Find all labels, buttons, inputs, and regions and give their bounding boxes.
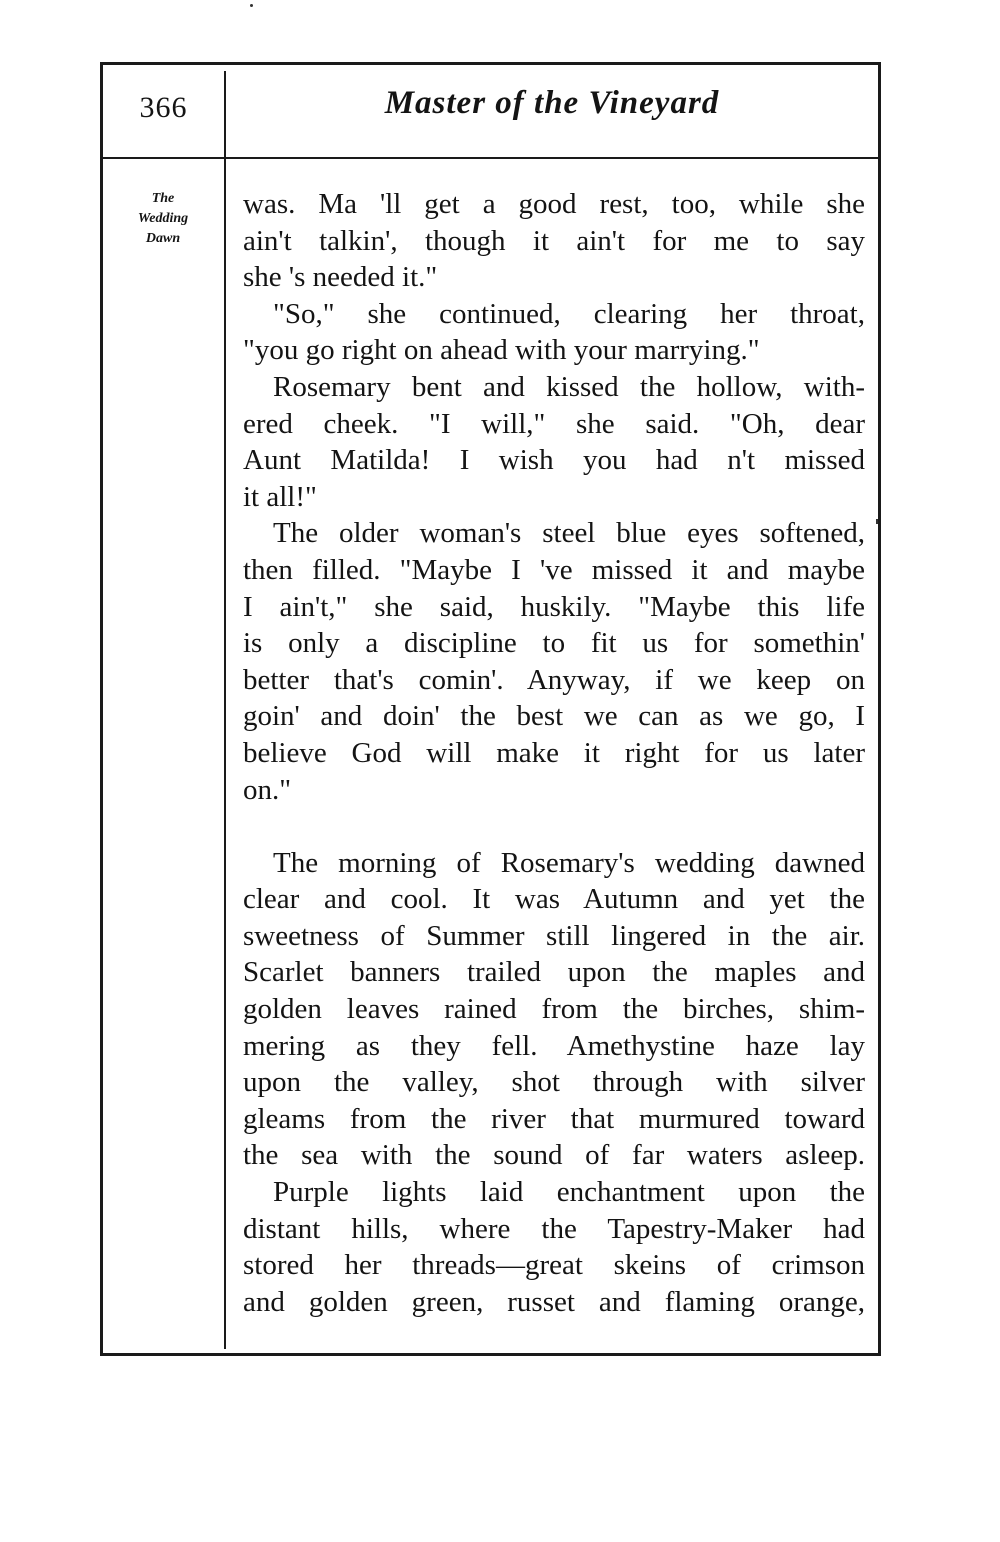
text-line: better that's comin'. Anyway, if we keep on	[243, 663, 865, 696]
text-line: sweetness of Summer still lingered in the air.	[243, 919, 865, 952]
text-line: it all!"	[243, 480, 317, 513]
side-note-line: Dawn	[145, 231, 181, 246]
side-note-line: Wedding	[137, 211, 189, 226]
text-line: The morning of Rosemary's wedding dawned	[273, 846, 865, 879]
text-line: Scarlet banners trailed upon the maples and	[243, 956, 865, 989]
text-line: Purple lights laid enchantment upon the	[273, 1176, 865, 1209]
running-title: Master of the Vineyard	[384, 85, 720, 121]
body-text	[243, 186, 865, 1320]
text-line: believe God will make it right for us later	[243, 736, 865, 769]
paragraph-break	[243, 808, 865, 845]
text-line: "you go right on ahead with your marrying."	[243, 334, 760, 367]
page-number: 366	[139, 91, 188, 124]
text-line: golden leaves rained from the birches, shim-	[243, 993, 865, 1026]
text-line: Aunt Matilda! I wish you had n't missed	[243, 444, 865, 477]
text-line: she 's needed it."	[243, 261, 438, 294]
text-line: distant hills, where the Tapestry-Maker had	[243, 1212, 865, 1245]
header-rule	[103, 157, 878, 159]
text-line: Rosemary bent and kissed the hollow, with-	[273, 370, 865, 403]
text-line: then filled. "Maybe I 've missed it and maybe	[243, 553, 865, 586]
text-line: mering as they fell. Amethystine haze lay	[243, 1029, 865, 1062]
text-line: and golden green, russet and flaming orange,	[243, 1285, 865, 1318]
text-line: clear and cool. It was Autumn and yet the	[243, 883, 865, 916]
page-frame	[100, 62, 881, 1356]
scan-speck	[250, 4, 253, 7]
text-line: is only a discipline to fit us for somethin'	[243, 627, 865, 660]
text-line: the sea with the sound of far waters asleep.	[243, 1139, 865, 1172]
margin-rule	[224, 71, 226, 1349]
text-line: ain't talkin', though it ain't for me to say	[243, 224, 865, 257]
text-line: upon the valley, shot through with silver	[243, 1066, 865, 1099]
text-line: stored her threads—great skeins of crimson	[243, 1249, 865, 1282]
text-line: goin' and doin' the best we can as we go, I	[243, 700, 865, 733]
side-note-line: The	[151, 191, 175, 206]
text-line: I ain't," she said, huskily. "Maybe this life	[243, 590, 865, 623]
text-line: The older woman's steel blue eyes softened,	[273, 517, 865, 550]
side-note	[107, 189, 219, 249]
text-line: was. Ma 'll get a good rest, too, while she	[243, 188, 865, 220]
text-line: gleams from the river that murmured toward	[243, 1102, 865, 1135]
text-line: on."	[243, 773, 292, 806]
text-line: "So," she continued, clearing her throat,	[273, 297, 865, 330]
text-line: ered cheek. "I will," she said. "Oh, dear	[243, 407, 865, 440]
